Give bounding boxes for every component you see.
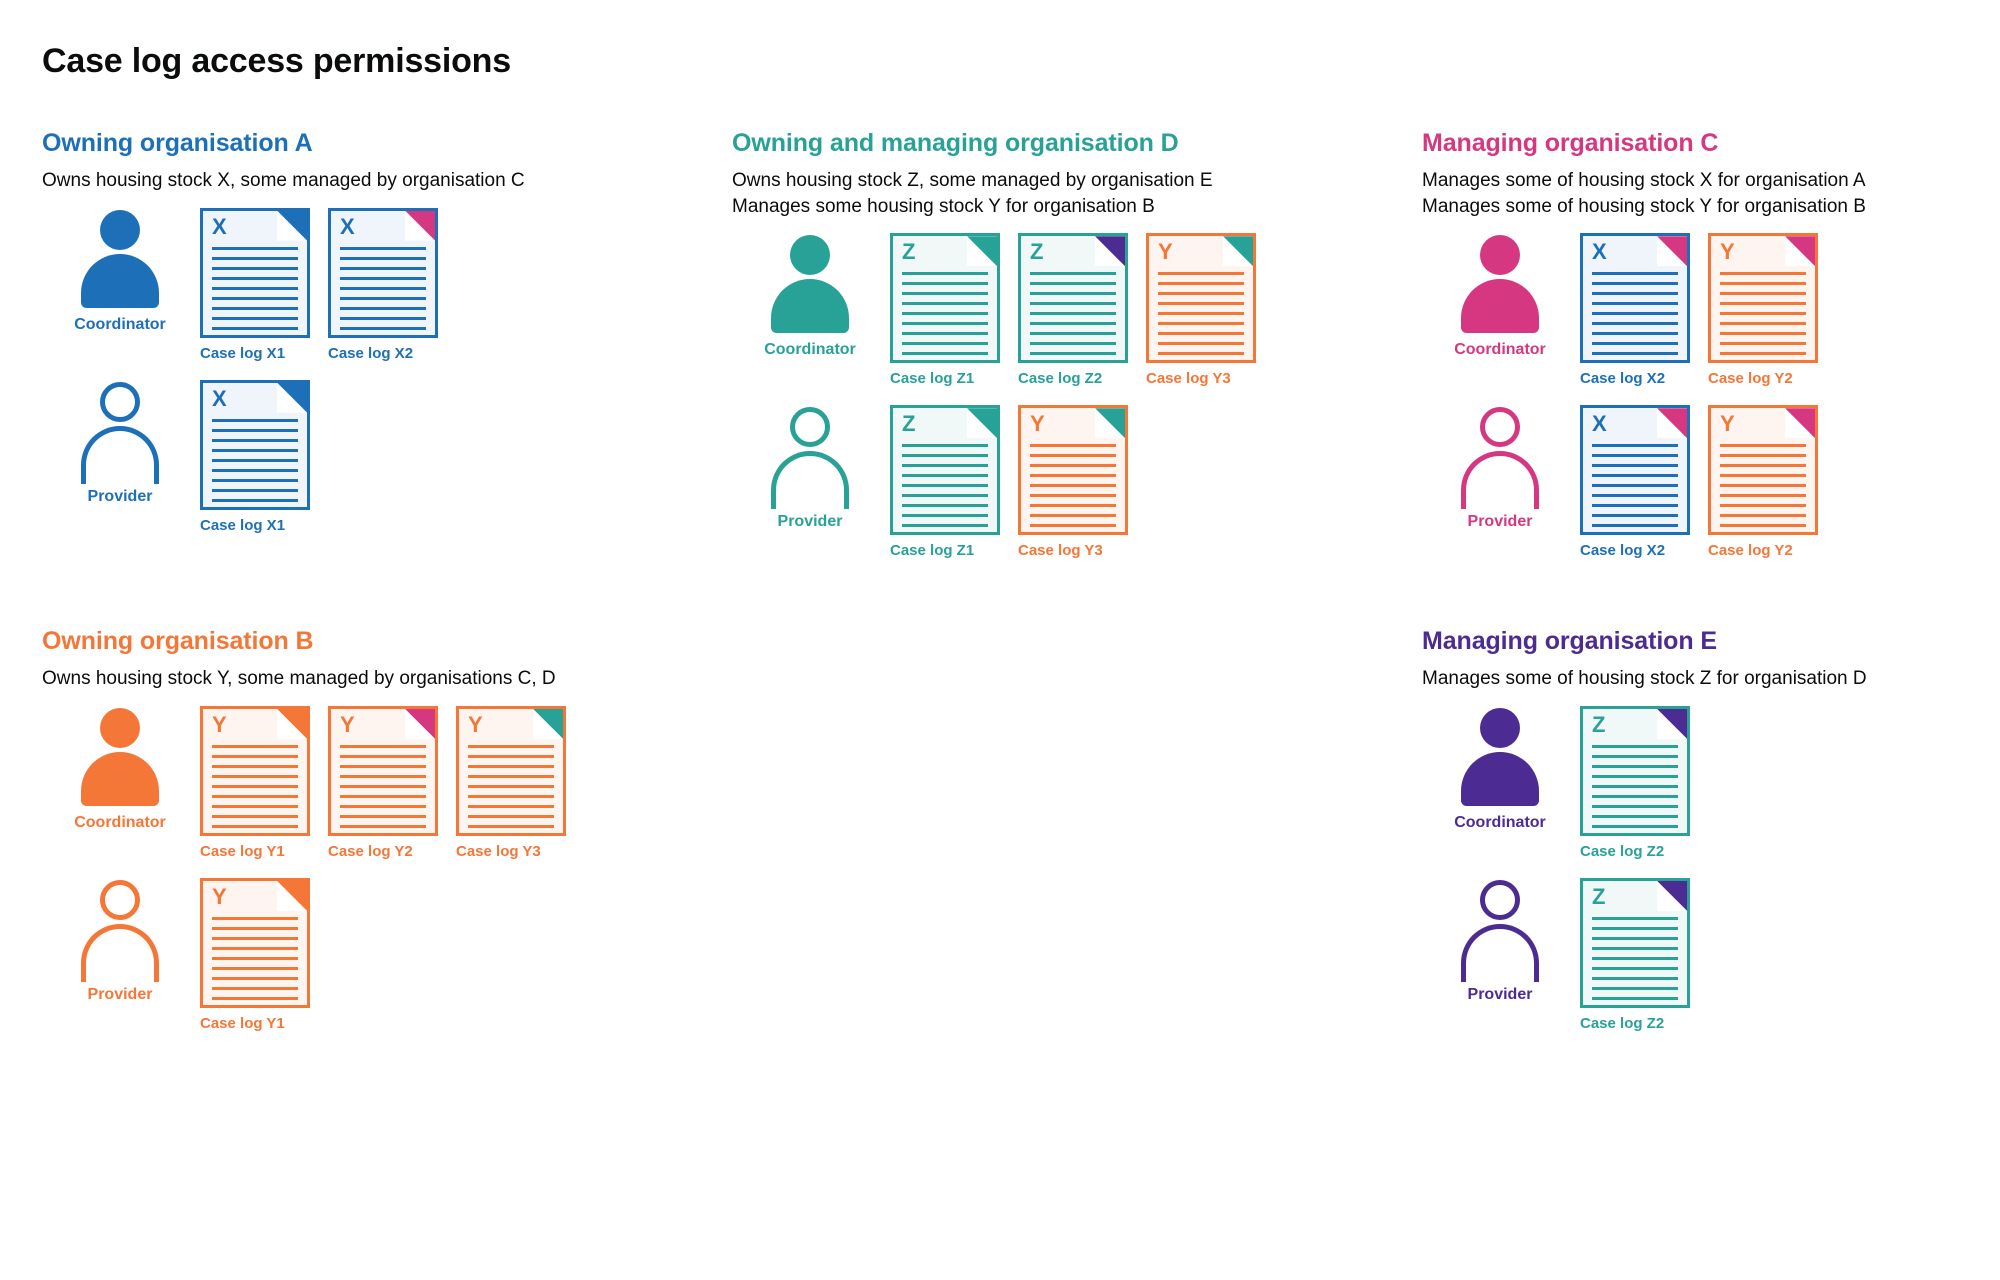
person-icon xyxy=(77,878,163,978)
permission-row xyxy=(1420,405,2000,565)
case-log-item[interactable] xyxy=(1580,878,1690,1032)
document-lines xyxy=(1592,917,1678,1007)
folded-corner-icon xyxy=(1657,881,1687,911)
case-log-list xyxy=(200,208,456,362)
org-column-d xyxy=(730,129,1420,565)
document-lines xyxy=(1030,272,1116,362)
case-log-list xyxy=(890,405,1146,559)
document-lines xyxy=(212,745,298,835)
folded-corner-icon xyxy=(1785,408,1815,438)
stock-letter: X xyxy=(212,385,227,411)
stock-letter: Y xyxy=(1158,239,1173,265)
stock-letter: Z xyxy=(1030,239,1044,265)
person-icon xyxy=(77,380,163,480)
case-log-item[interactable] xyxy=(890,233,1000,387)
document-lines xyxy=(1592,272,1678,362)
case-log-label: Case log Z2 xyxy=(1580,1014,1665,1032)
case-log-document-icon xyxy=(200,878,310,1008)
folded-corner-icon xyxy=(405,211,435,241)
permission-row xyxy=(40,706,730,866)
case-log-item[interactable] xyxy=(456,706,566,860)
case-log-document-icon xyxy=(1580,405,1690,535)
case-log-document-icon xyxy=(200,380,310,510)
permission-row xyxy=(40,878,730,1038)
organisation-title: Owning organisation A xyxy=(42,129,313,157)
case-log-list xyxy=(890,233,1274,387)
permission-row xyxy=(730,405,1420,565)
organisation-title: Owning organisation B xyxy=(42,627,314,656)
role-label: Provider xyxy=(777,513,843,531)
stock-letter: X xyxy=(1592,239,1607,265)
role-label: Coordinator xyxy=(1454,813,1546,831)
folded-corner-icon xyxy=(277,881,307,911)
folded-corner-icon xyxy=(1657,408,1687,438)
folded-corner-icon xyxy=(967,408,997,438)
case-log-item[interactable] xyxy=(1580,706,1690,860)
document-lines xyxy=(212,917,298,1007)
role-label: Provider xyxy=(87,487,153,505)
case-log-item[interactable] xyxy=(1708,233,1818,387)
role-label: Provider xyxy=(87,985,153,1003)
document-lines xyxy=(1592,745,1678,835)
case-log-document-icon xyxy=(1580,706,1690,836)
case-log-document-icon xyxy=(200,208,310,338)
case-log-label: Case log X2 xyxy=(1580,542,1666,560)
case-log-document-icon xyxy=(1018,405,1128,535)
document-lines xyxy=(1592,444,1678,534)
org-column-b xyxy=(40,627,730,1038)
stock-letter: Y xyxy=(1720,239,1735,265)
case-log-list xyxy=(200,878,328,1032)
person-icon xyxy=(77,706,163,806)
case-log-item[interactable] xyxy=(328,706,438,860)
page-title: Case log access permissions xyxy=(42,42,511,80)
case-log-label: Case log Y2 xyxy=(1708,370,1793,388)
case-log-label: Case log X2 xyxy=(328,344,414,362)
case-log-item[interactable] xyxy=(1708,405,1818,559)
stock-letter: Z xyxy=(1592,883,1606,909)
organisation-row-bottom xyxy=(40,627,1960,1038)
document-lines xyxy=(902,444,988,534)
case-log-item[interactable] xyxy=(1580,233,1690,387)
case-log-list xyxy=(1580,706,1708,860)
organisation-description: Owns housing stock Y, some managed by organisations C, D xyxy=(42,668,556,690)
case-log-label: Case log Z2 xyxy=(1580,842,1665,860)
case-log-document-icon xyxy=(1580,233,1690,363)
case-log-document-icon xyxy=(1708,405,1818,535)
case-log-document-icon xyxy=(328,706,438,836)
case-log-list xyxy=(1580,233,1836,387)
role-label: Coordinator xyxy=(74,315,166,333)
permission-row xyxy=(730,233,1420,393)
person-icon xyxy=(767,405,853,505)
case-log-item[interactable] xyxy=(1018,405,1128,559)
folded-corner-icon xyxy=(1095,408,1125,438)
person-icon xyxy=(77,208,163,308)
case-log-item[interactable] xyxy=(200,208,310,362)
organisation-description: Owns housing stock X, some managed by organisation C xyxy=(42,170,525,191)
folded-corner-icon xyxy=(1095,236,1125,266)
organisation-grid xyxy=(40,129,1960,1038)
case-log-document-icon xyxy=(1708,233,1818,363)
permission-row xyxy=(1420,878,2000,1038)
case-log-label: Case log X1 xyxy=(200,344,286,362)
case-log-document-icon xyxy=(456,706,566,836)
document-lines xyxy=(902,272,988,362)
case-log-label: Case log Y2 xyxy=(1708,542,1793,560)
organisation-description: Manages some of housing stock X for organisation A Manages some of housing stock Y for organisation B xyxy=(1422,170,1866,217)
stock-letter: X xyxy=(1592,411,1607,437)
case-log-list xyxy=(200,380,328,534)
role-block-provider xyxy=(1420,878,1580,1004)
role-block-provider xyxy=(1420,405,1580,531)
case-log-label: Case log Y3 xyxy=(456,842,541,860)
document-lines xyxy=(468,745,554,835)
person-icon xyxy=(1457,233,1543,333)
stock-letter: Y xyxy=(468,711,483,737)
org-column-a xyxy=(40,129,730,540)
case-log-document-icon xyxy=(1146,233,1256,363)
document-lines xyxy=(1720,444,1806,534)
case-log-label: Case log Y2 xyxy=(328,842,413,860)
role-label: Provider xyxy=(1467,513,1533,531)
case-log-document-icon xyxy=(890,233,1000,363)
role-block-coordinator xyxy=(40,706,200,832)
stock-letter: X xyxy=(212,213,227,239)
case-log-label: Case log Y1 xyxy=(200,842,285,860)
case-log-document-icon xyxy=(1580,878,1690,1008)
document-lines xyxy=(212,419,298,509)
case-log-document-icon xyxy=(890,405,1000,535)
stock-letter: Y xyxy=(340,711,355,737)
stock-letter: X xyxy=(340,213,355,239)
folded-corner-icon xyxy=(967,236,997,266)
stock-letter: Y xyxy=(212,883,227,909)
document-lines xyxy=(1158,272,1244,362)
case-log-list xyxy=(1580,405,1836,559)
role-block-provider xyxy=(40,380,200,506)
role-block-coordinator xyxy=(730,233,890,359)
folded-corner-icon xyxy=(1657,236,1687,266)
document-lines xyxy=(340,247,426,337)
case-log-list xyxy=(1580,878,1708,1032)
folded-corner-icon xyxy=(533,709,563,739)
folded-corner-icon xyxy=(277,709,307,739)
organisation-description: Owns housing stock Z, some managed by organisation E Manages some housing stock Y for organisation B xyxy=(732,170,1213,217)
person-icon xyxy=(767,233,853,333)
role-block-provider xyxy=(40,878,200,1004)
stock-letter: Z xyxy=(902,239,916,265)
case-log-document-icon xyxy=(1018,233,1128,363)
organisation-title: Managing organisation E xyxy=(1422,627,1717,656)
case-log-document-icon xyxy=(328,208,438,338)
case-log-label: Case log Y3 xyxy=(1018,542,1103,560)
org-column-c xyxy=(1420,129,2000,565)
person-icon xyxy=(1457,878,1543,978)
case-log-item[interactable] xyxy=(328,208,438,362)
role-label: Coordinator xyxy=(74,813,166,831)
folded-corner-icon xyxy=(1223,236,1253,266)
role-label: Coordinator xyxy=(1454,341,1546,359)
case-log-item[interactable] xyxy=(200,380,310,534)
case-log-document-icon xyxy=(200,706,310,836)
case-log-item[interactable] xyxy=(890,405,1000,559)
stock-letter: Y xyxy=(212,711,227,737)
stock-letter: Y xyxy=(1030,411,1045,437)
stock-letter: Z xyxy=(902,411,916,437)
role-block-provider xyxy=(730,405,890,531)
document-lines xyxy=(212,247,298,337)
role-block-coordinator xyxy=(40,208,200,334)
folded-corner-icon xyxy=(1785,236,1815,266)
role-label: Provider xyxy=(1467,985,1533,1003)
document-lines xyxy=(1030,444,1116,534)
case-log-label: Case log X2 xyxy=(1580,370,1666,388)
permission-row xyxy=(1420,233,2000,393)
role-block-coordinator xyxy=(1420,233,1580,359)
organisation-title: Managing organisation C xyxy=(1422,129,1719,157)
case-log-label: Case log Z2 xyxy=(1018,370,1103,388)
organisation-description: Manages some of housing stock Z for organisation D xyxy=(1422,668,1867,690)
organisation-title: Owning and managing organisation D xyxy=(732,129,1179,157)
case-log-item[interactable] xyxy=(1018,233,1128,387)
case-log-label: Case log Y3 xyxy=(1146,370,1231,388)
folded-corner-icon xyxy=(277,211,307,241)
stock-letter: Z xyxy=(1592,711,1606,737)
case-log-label: Case log Z1 xyxy=(890,370,975,388)
case-log-label: Case log X1 xyxy=(200,516,286,534)
case-log-item[interactable] xyxy=(200,878,310,1032)
person-icon xyxy=(1457,706,1543,806)
role-block-coordinator xyxy=(1420,706,1580,832)
case-log-item[interactable] xyxy=(200,706,310,860)
document-lines xyxy=(340,745,426,835)
document-lines xyxy=(1720,272,1806,362)
org-column-e xyxy=(1420,627,2000,1038)
stock-letter: Y xyxy=(1720,411,1735,437)
case-log-list xyxy=(200,706,584,860)
person-icon xyxy=(1457,405,1543,505)
folded-corner-icon xyxy=(277,383,307,413)
folded-corner-icon xyxy=(1657,709,1687,739)
permission-row xyxy=(40,208,730,368)
case-log-label: Case log Y1 xyxy=(200,1014,285,1032)
permission-row xyxy=(40,380,730,540)
role-label: Coordinator xyxy=(764,341,856,359)
case-log-item[interactable] xyxy=(1146,233,1256,387)
case-log-label: Case log Z1 xyxy=(890,542,975,560)
permission-row xyxy=(1420,706,2000,866)
folded-corner-icon xyxy=(405,709,435,739)
organisation-row-top xyxy=(40,129,1960,565)
case-log-item[interactable] xyxy=(1580,405,1690,559)
